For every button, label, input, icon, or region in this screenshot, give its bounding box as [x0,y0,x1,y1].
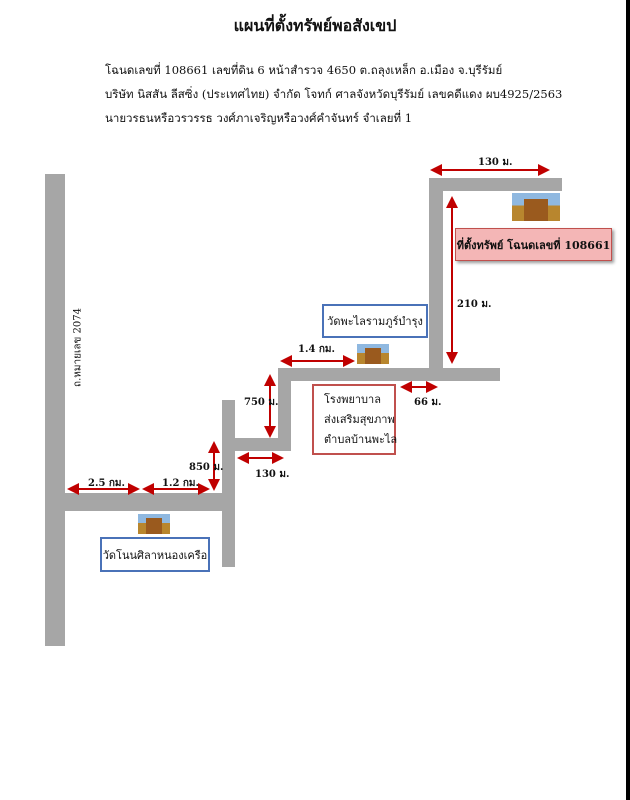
hospital-label-line1: โรงพยาบาล [324,392,381,406]
header-case-line: บริษัท นิสสัน ลีสซิ่ง (ประเทศไทย) จำกัด โจทก์ ศาลจังหวัดบุรีรัมย์ เลขคดีแดง ผบ4925/2563 [105,87,563,101]
property-location-box [455,228,612,261]
hospital-label-line2: ส่งเสริมสุขภาพ [324,412,395,426]
hospital-box [312,384,396,455]
hospital-label-line3: ตำบลบ้านพะไล [324,432,398,446]
wat-nong-label: วัดโนนศิลาหนองเครือ [102,548,208,562]
road-2074-label: ถ.หมายเลข 2074 [72,308,84,387]
page-edge-bar [626,0,630,800]
distance-1-2: 1.2 กม. [162,478,200,489]
distance-66: 66 ม. [414,397,442,408]
temple-nong-icon [138,514,170,534]
property-location-label: ที่ตั้งทรัพย์ โฉนดเลขที่ 108661 [456,238,611,252]
header-deed-line: โฉนดเลขที่ 108661 เลขที่ดิน 6 หน้าสำรวจ 4650 ต.ถลุงเหล็ก อ.เมือง จ.บุรีรัมย์ [105,63,503,77]
distance-130-bottom: 130 ม. [255,469,290,480]
distance-850: 850 ม. [189,462,224,473]
map-title: แผนที่ตั้งทรัพย์พอสังเขป [233,16,397,35]
header-defendant-line: นายวรธนหรือวรวรรธ วงศ์ภาเจริญหรือวงศ์คำจันทร์ จำเลยที่ 1 [105,111,413,125]
distance-2-5: 2.5 กม. [88,478,126,489]
distance-750: 750 ม. [244,397,279,408]
wat-phalai-label: วัดพะไลรามภูร์บำรุง [327,315,423,328]
temple-phalai-icon [357,344,389,364]
distance-210: 210 ม. [457,299,492,310]
wat-phalai-box [322,304,428,338]
wat-nong-box [100,537,210,572]
property-photo [512,193,560,221]
distance-130-top: 130 ม. [478,157,513,168]
distance-1-4: 1.4 กม. [298,344,336,355]
